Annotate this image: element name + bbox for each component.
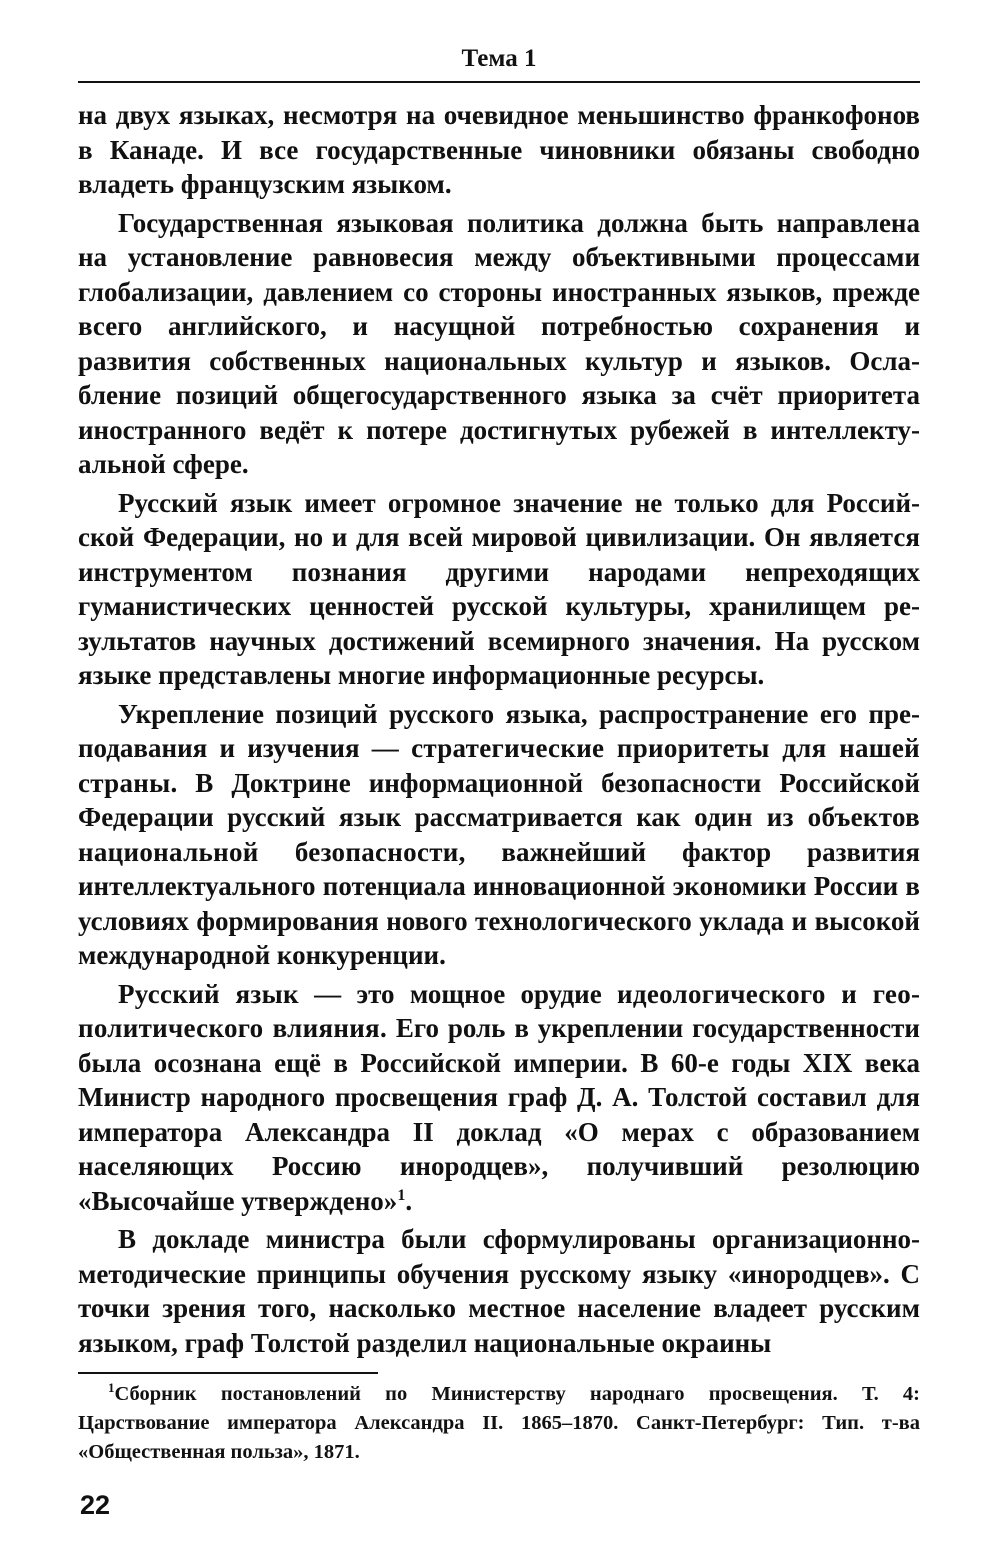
paragraph-4-part-e: , важнейший фактор развития интеллектуального потенциала инновационной экономики России в условиях формирования нового технологического уклада и высокой международной конкуренции. [78, 836, 920, 970]
paragraph-5 [78, 977, 920, 1219]
paragraph-5-part-d: Его роль в укреплении государственности была осознана ещё в Российской империи. В 60-е годы XIX века Министр народного просвещения граф Д. А. Толстой составил для императора Александра II доклад «О мерах с образованием населяющих Россию инородцев», получивший резолюцию «Высочайше утверждено» [78, 1013, 920, 1216]
paragraph-3: Русский язык имеет огромное значение не только для Российской Федерации, но и для всей мировой цивилизации. Он является инструментом познания другими народами непреходящих гуманистических ценностей русской культуры, хранилищем результатов научных достижений всемирного значения. На русском языке представлены многие информационные ресурсы. [78, 487, 920, 690]
running-title: Тема 1 [461, 45, 537, 72]
header-rule [78, 81, 920, 83]
main-text [78, 98, 920, 1364]
footnote-reference[interactable]: 1 [397, 1186, 406, 1204]
paragraph-1: на двух языках, несмотря на очевидное меньшинство франкофонов в Канаде. И все государственные чиновники обязаны свободно владеть французским языком. [78, 100, 920, 199]
footnote [78, 1380, 920, 1467]
emphasis-strategic-priorities: стратегические приоритеты для нашей страны [78, 733, 920, 798]
paragraph-4-part-c: . В Доктрине информационной безопасности Российской Федерации русский язык рассматривается как [78, 767, 920, 832]
paragraph-5-part-e: . [405, 1185, 413, 1216]
paragraph-5-part-b: — это мощное орудие [298, 978, 617, 1009]
paragraph-2: Государственная языковая политика должна быть направлена на установление равновесия между объективными процессами глобализации, давлением со стороны иностранных языков, прежде всего английского, и насущной потребностью сохранения и развития собственных национальных культур и языков. Ослабление позиций общегосударственного языка за счёт приоритета иностранного ведёт к потере достигнутых рубежей в интеллектуальной сфере. [78, 207, 920, 479]
emphasis-russian-language: Русский язык [118, 978, 299, 1009]
paragraph-4 [78, 697, 920, 973]
paragraph-4-part-a: Укрепление позиций русского языка, распространение его преподавания и изучения — [78, 698, 920, 763]
footnote-marker: 1 [108, 1380, 115, 1396]
emphasis-ideological-influence: идеологического и геополитического влияния. [78, 978, 920, 1043]
footnote-text: Сборник постановлений по Министерству народнаго просвещения. Т. 4: Царствование императора Александра II. 1865–1870. Санкт-Петербург: Тип. т-ва «Общественная польза», 1871. [78, 1383, 920, 1463]
paragraph-6: В докладе министра были сформулированы организационно-методические принципы обучения русскому языку «инородцев». С точки зрения того, насколько местное население владеет русским языком, граф Толстой разделил национальные окраины [78, 1224, 920, 1358]
footnote-rule [78, 1372, 378, 1374]
page-number: 22 [80, 1490, 111, 1520]
emphasis-national-security: один из объектов национальной безопасности [78, 802, 921, 867]
